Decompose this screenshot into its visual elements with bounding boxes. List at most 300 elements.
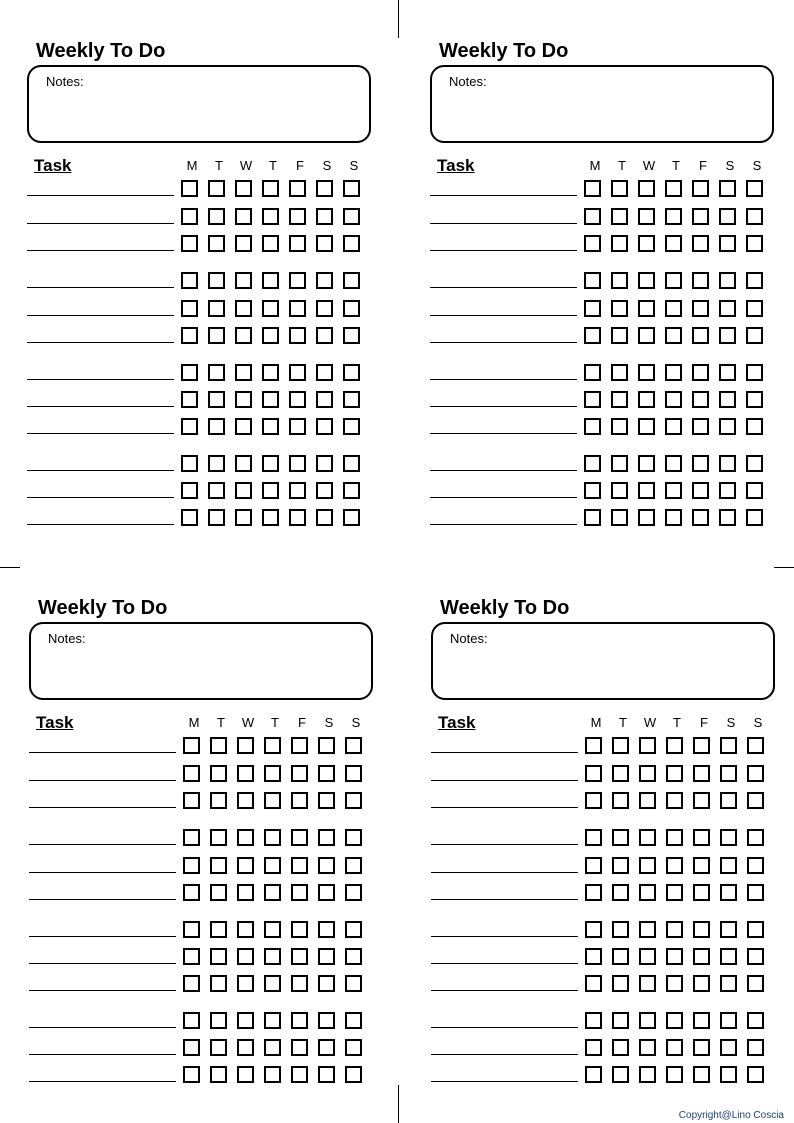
day-checkbox[interactable] [291,948,308,965]
day-checkbox[interactable] [289,509,306,526]
day-checkbox[interactable] [719,455,736,472]
day-checkbox[interactable] [291,921,308,938]
day-checkbox[interactable] [291,1012,308,1029]
day-checkbox[interactable] [584,235,601,252]
day-checkbox[interactable] [666,829,683,846]
task-line[interactable] [430,195,577,196]
day-checkbox[interactable] [692,391,709,408]
day-checkbox[interactable] [720,1039,737,1056]
day-checkbox[interactable] [343,300,360,317]
day-checkbox[interactable] [639,765,656,782]
day-checkbox[interactable] [262,364,279,381]
day-checkbox[interactable] [747,975,764,992]
day-checkbox[interactable] [237,884,254,901]
day-checkbox[interactable] [183,737,200,754]
day-checkbox[interactable] [237,1012,254,1029]
day-checkbox[interactable] [183,1039,200,1056]
day-checkbox[interactable] [612,829,629,846]
day-checkbox[interactable] [693,1039,710,1056]
day-checkbox[interactable] [291,1039,308,1056]
day-checkbox[interactable] [208,327,225,344]
day-checkbox[interactable] [289,208,306,225]
day-checkbox[interactable] [208,235,225,252]
day-checkbox[interactable] [693,975,710,992]
day-checkbox[interactable] [262,235,279,252]
day-checkbox[interactable] [318,1012,335,1029]
day-checkbox[interactable] [638,391,655,408]
day-checkbox[interactable] [183,857,200,874]
day-checkbox[interactable] [585,792,602,809]
task-line[interactable] [29,1081,176,1082]
day-checkbox[interactable] [318,884,335,901]
day-checkbox[interactable] [693,884,710,901]
day-checkbox[interactable] [318,737,335,754]
task-line[interactable] [431,780,578,781]
day-checkbox[interactable] [666,765,683,782]
day-checkbox[interactable] [318,948,335,965]
day-checkbox[interactable] [235,272,252,289]
task-line[interactable] [27,470,174,471]
day-checkbox[interactable] [318,1066,335,1083]
day-checkbox[interactable] [693,765,710,782]
day-checkbox[interactable] [316,391,333,408]
day-checkbox[interactable] [693,857,710,874]
day-checkbox[interactable] [210,792,227,809]
day-checkbox[interactable] [666,975,683,992]
day-checkbox[interactable] [289,300,306,317]
day-checkbox[interactable] [264,792,281,809]
task-line[interactable] [430,406,577,407]
day-checkbox[interactable] [264,948,281,965]
day-checkbox[interactable] [666,792,683,809]
day-checkbox[interactable] [316,418,333,435]
day-checkbox[interactable] [747,829,764,846]
day-checkbox[interactable] [665,418,682,435]
task-line[interactable] [431,963,578,964]
day-checkbox[interactable] [237,921,254,938]
day-checkbox[interactable] [585,884,602,901]
day-checkbox[interactable] [318,1039,335,1056]
day-checkbox[interactable] [264,1066,281,1083]
day-checkbox[interactable] [343,180,360,197]
day-checkbox[interactable] [584,391,601,408]
day-checkbox[interactable] [747,1066,764,1083]
day-checkbox[interactable] [720,737,737,754]
day-checkbox[interactable] [208,300,225,317]
day-checkbox[interactable] [720,765,737,782]
day-checkbox[interactable] [746,327,763,344]
day-checkbox[interactable] [291,884,308,901]
task-line[interactable] [27,315,174,316]
day-checkbox[interactable] [666,1039,683,1056]
day-checkbox[interactable] [316,300,333,317]
day-checkbox[interactable] [235,418,252,435]
day-checkbox[interactable] [264,829,281,846]
day-checkbox[interactable] [638,418,655,435]
day-checkbox[interactable] [693,1012,710,1029]
day-checkbox[interactable] [343,235,360,252]
day-checkbox[interactable] [719,364,736,381]
day-checkbox[interactable] [208,364,225,381]
day-checkbox[interactable] [235,300,252,317]
day-checkbox[interactable] [611,364,628,381]
day-checkbox[interactable] [693,792,710,809]
day-checkbox[interactable] [237,737,254,754]
task-line[interactable] [29,844,176,845]
day-checkbox[interactable] [343,455,360,472]
day-checkbox[interactable] [343,482,360,499]
day-checkbox[interactable] [291,857,308,874]
day-checkbox[interactable] [720,857,737,874]
day-checkbox[interactable] [585,975,602,992]
notes-box[interactable] [29,622,373,700]
day-checkbox[interactable] [611,418,628,435]
day-checkbox[interactable] [639,792,656,809]
day-checkbox[interactable] [612,857,629,874]
day-checkbox[interactable] [584,482,601,499]
task-line[interactable] [27,406,174,407]
day-checkbox[interactable] [210,857,227,874]
day-checkbox[interactable] [639,1066,656,1083]
day-checkbox[interactable] [665,208,682,225]
day-checkbox[interactable] [181,418,198,435]
day-checkbox[interactable] [639,884,656,901]
day-checkbox[interactable] [665,509,682,526]
day-checkbox[interactable] [719,327,736,344]
day-checkbox[interactable] [719,272,736,289]
day-checkbox[interactable] [720,1066,737,1083]
day-checkbox[interactable] [210,737,227,754]
day-checkbox[interactable] [665,391,682,408]
day-checkbox[interactable] [612,948,629,965]
day-checkbox[interactable] [719,509,736,526]
day-checkbox[interactable] [612,1012,629,1029]
day-checkbox[interactable] [747,1012,764,1029]
day-checkbox[interactable] [318,857,335,874]
day-checkbox[interactable] [639,975,656,992]
day-checkbox[interactable] [612,975,629,992]
day-checkbox[interactable] [208,455,225,472]
day-checkbox[interactable] [291,975,308,992]
day-checkbox[interactable] [719,235,736,252]
task-line[interactable] [27,250,174,251]
day-checkbox[interactable] [692,418,709,435]
day-checkbox[interactable] [343,327,360,344]
day-checkbox[interactable] [183,921,200,938]
day-checkbox[interactable] [611,391,628,408]
day-checkbox[interactable] [345,1066,362,1083]
day-checkbox[interactable] [692,327,709,344]
day-checkbox[interactable] [316,509,333,526]
task-line[interactable] [430,342,577,343]
day-checkbox[interactable] [343,391,360,408]
day-checkbox[interactable] [693,737,710,754]
day-checkbox[interactable] [237,948,254,965]
day-checkbox[interactable] [237,857,254,874]
day-checkbox[interactable] [692,509,709,526]
day-checkbox[interactable] [316,235,333,252]
day-checkbox[interactable] [316,482,333,499]
day-checkbox[interactable] [638,272,655,289]
day-checkbox[interactable] [289,418,306,435]
day-checkbox[interactable] [289,391,306,408]
day-checkbox[interactable] [639,737,656,754]
day-checkbox[interactable] [208,208,225,225]
day-checkbox[interactable] [291,1066,308,1083]
day-checkbox[interactable] [235,364,252,381]
day-checkbox[interactable] [316,272,333,289]
day-checkbox[interactable] [343,364,360,381]
day-checkbox[interactable] [585,1066,602,1083]
day-checkbox[interactable] [264,737,281,754]
day-checkbox[interactable] [262,509,279,526]
day-checkbox[interactable] [210,765,227,782]
day-checkbox[interactable] [345,737,362,754]
day-checkbox[interactable] [262,391,279,408]
day-checkbox[interactable] [665,300,682,317]
notes-box[interactable] [27,65,371,143]
day-checkbox[interactable] [291,737,308,754]
day-checkbox[interactable] [183,975,200,992]
day-checkbox[interactable] [210,1066,227,1083]
day-checkbox[interactable] [235,235,252,252]
task-line[interactable] [29,990,176,991]
day-checkbox[interactable] [639,921,656,938]
day-checkbox[interactable] [210,1039,227,1056]
day-checkbox[interactable] [719,391,736,408]
day-checkbox[interactable] [746,208,763,225]
day-checkbox[interactable] [262,180,279,197]
task-line[interactable] [29,872,176,873]
task-line[interactable] [27,379,174,380]
day-checkbox[interactable] [693,829,710,846]
day-checkbox[interactable] [262,482,279,499]
day-checkbox[interactable] [345,975,362,992]
task-line[interactable] [27,287,174,288]
day-checkbox[interactable] [692,180,709,197]
day-checkbox[interactable] [639,948,656,965]
day-checkbox[interactable] [665,482,682,499]
day-checkbox[interactable] [345,857,362,874]
task-line[interactable] [29,936,176,937]
day-checkbox[interactable] [237,975,254,992]
day-checkbox[interactable] [746,235,763,252]
task-line[interactable] [27,524,174,525]
day-checkbox[interactable] [611,272,628,289]
day-checkbox[interactable] [208,180,225,197]
day-checkbox[interactable] [183,1066,200,1083]
task-line[interactable] [431,990,578,991]
task-line[interactable] [431,1054,578,1055]
day-checkbox[interactable] [181,509,198,526]
notes-box[interactable] [431,622,775,700]
day-checkbox[interactable] [345,1039,362,1056]
task-line[interactable] [29,807,176,808]
day-checkbox[interactable] [719,208,736,225]
day-checkbox[interactable] [584,364,601,381]
day-checkbox[interactable] [746,455,763,472]
task-line[interactable] [430,379,577,380]
day-checkbox[interactable] [183,884,200,901]
day-checkbox[interactable] [666,1066,683,1083]
day-checkbox[interactable] [638,300,655,317]
day-checkbox[interactable] [262,327,279,344]
day-checkbox[interactable] [237,792,254,809]
day-checkbox[interactable] [584,418,601,435]
day-checkbox[interactable] [585,1039,602,1056]
day-checkbox[interactable] [639,857,656,874]
day-checkbox[interactable] [693,948,710,965]
day-checkbox[interactable] [747,921,764,938]
day-checkbox[interactable] [181,364,198,381]
day-checkbox[interactable] [181,208,198,225]
day-checkbox[interactable] [746,418,763,435]
day-checkbox[interactable] [638,509,655,526]
day-checkbox[interactable] [262,208,279,225]
task-line[interactable] [430,315,577,316]
task-line[interactable] [431,844,578,845]
day-checkbox[interactable] [235,509,252,526]
day-checkbox[interactable] [345,948,362,965]
day-checkbox[interactable] [747,884,764,901]
day-checkbox[interactable] [746,180,763,197]
day-checkbox[interactable] [584,300,601,317]
day-checkbox[interactable] [181,482,198,499]
task-line[interactable] [430,524,577,525]
task-line[interactable] [29,780,176,781]
task-line[interactable] [29,1027,176,1028]
day-checkbox[interactable] [316,180,333,197]
day-checkbox[interactable] [235,327,252,344]
day-checkbox[interactable] [316,455,333,472]
day-checkbox[interactable] [719,482,736,499]
day-checkbox[interactable] [746,272,763,289]
day-checkbox[interactable] [747,792,764,809]
day-checkbox[interactable] [318,921,335,938]
day-checkbox[interactable] [719,418,736,435]
day-checkbox[interactable] [208,509,225,526]
day-checkbox[interactable] [264,765,281,782]
day-checkbox[interactable] [316,364,333,381]
day-checkbox[interactable] [611,482,628,499]
day-checkbox[interactable] [747,948,764,965]
day-checkbox[interactable] [262,418,279,435]
task-line[interactable] [431,936,578,937]
day-checkbox[interactable] [584,455,601,472]
day-checkbox[interactable] [693,1066,710,1083]
day-checkbox[interactable] [638,208,655,225]
day-checkbox[interactable] [666,737,683,754]
day-checkbox[interactable] [611,208,628,225]
day-checkbox[interactable] [210,948,227,965]
day-checkbox[interactable] [665,235,682,252]
day-checkbox[interactable] [318,975,335,992]
day-checkbox[interactable] [318,765,335,782]
day-checkbox[interactable] [289,327,306,344]
day-checkbox[interactable] [584,180,601,197]
day-checkbox[interactable] [665,455,682,472]
notes-box[interactable] [430,65,774,143]
day-checkbox[interactable] [638,180,655,197]
day-checkbox[interactable] [612,765,629,782]
day-checkbox[interactable] [612,884,629,901]
day-checkbox[interactable] [264,1039,281,1056]
day-checkbox[interactable] [692,364,709,381]
day-checkbox[interactable] [720,792,737,809]
task-line[interactable] [431,899,578,900]
task-line[interactable] [29,752,176,753]
day-checkbox[interactable] [639,1012,656,1029]
day-checkbox[interactable] [692,272,709,289]
day-checkbox[interactable] [345,829,362,846]
day-checkbox[interactable] [345,792,362,809]
day-checkbox[interactable] [264,921,281,938]
task-line[interactable] [430,223,577,224]
day-checkbox[interactable] [585,1012,602,1029]
day-checkbox[interactable] [638,327,655,344]
day-checkbox[interactable] [345,765,362,782]
day-checkbox[interactable] [237,829,254,846]
day-checkbox[interactable] [746,482,763,499]
task-line[interactable] [29,1054,176,1055]
day-checkbox[interactable] [639,829,656,846]
day-checkbox[interactable] [318,792,335,809]
day-checkbox[interactable] [210,921,227,938]
day-checkbox[interactable] [343,509,360,526]
day-checkbox[interactable] [666,948,683,965]
day-checkbox[interactable] [638,455,655,472]
day-checkbox[interactable] [612,737,629,754]
day-checkbox[interactable] [343,208,360,225]
day-checkbox[interactable] [181,272,198,289]
day-checkbox[interactable] [720,975,737,992]
day-checkbox[interactable] [584,509,601,526]
day-checkbox[interactable] [665,364,682,381]
day-checkbox[interactable] [612,921,629,938]
day-checkbox[interactable] [289,482,306,499]
day-checkbox[interactable] [181,455,198,472]
task-line[interactable] [430,287,577,288]
day-checkbox[interactable] [611,235,628,252]
day-checkbox[interactable] [183,829,200,846]
day-checkbox[interactable] [665,327,682,344]
task-line[interactable] [29,963,176,964]
day-checkbox[interactable] [289,364,306,381]
day-checkbox[interactable] [264,857,281,874]
task-line[interactable] [27,342,174,343]
day-checkbox[interactable] [746,364,763,381]
day-checkbox[interactable] [746,509,763,526]
day-checkbox[interactable] [237,1039,254,1056]
day-checkbox[interactable] [666,884,683,901]
day-checkbox[interactable] [746,300,763,317]
day-checkbox[interactable] [183,948,200,965]
task-line[interactable] [29,899,176,900]
day-checkbox[interactable] [747,737,764,754]
day-checkbox[interactable] [719,300,736,317]
day-checkbox[interactable] [585,765,602,782]
day-checkbox[interactable] [289,235,306,252]
day-checkbox[interactable] [210,975,227,992]
task-line[interactable] [27,195,174,196]
day-checkbox[interactable] [585,857,602,874]
day-checkbox[interactable] [345,1012,362,1029]
day-checkbox[interactable] [747,857,764,874]
day-checkbox[interactable] [262,455,279,472]
day-checkbox[interactable] [585,948,602,965]
day-checkbox[interactable] [237,1066,254,1083]
day-checkbox[interactable] [264,975,281,992]
